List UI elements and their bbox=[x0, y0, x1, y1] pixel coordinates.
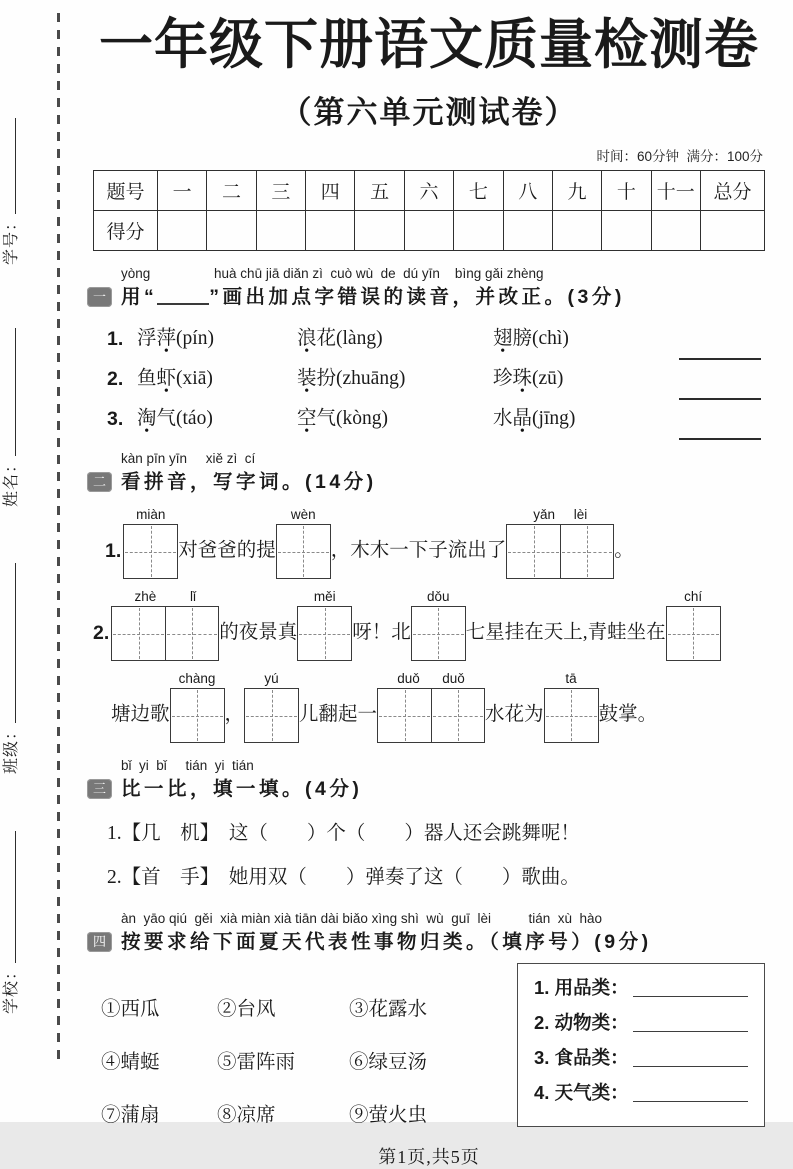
writing-box-double[interactable] bbox=[377, 688, 485, 743]
word-item: 珍珠(zū) bbox=[493, 368, 564, 390]
writing-box-double[interactable] bbox=[506, 524, 614, 579]
score-cell[interactable] bbox=[552, 211, 601, 251]
q1-row-2: 2. 鱼虾(xiā) 装扮(zhuāng) 珍珠(zū) bbox=[93, 366, 765, 392]
class-label: 班级： bbox=[3, 722, 20, 774]
q4-item-list bbox=[93, 993, 517, 1127]
writing-box-unit: chàng bbox=[170, 669, 225, 743]
col-5: 五 bbox=[355, 171, 404, 211]
section-q3 bbox=[93, 757, 765, 892]
writing-box[interactable] bbox=[123, 524, 178, 579]
word-item: 水晶(jīng) bbox=[493, 408, 576, 430]
q4-category-row: 3. 食品类： bbox=[534, 1046, 750, 1070]
list-item: ⑥绿豆汤 bbox=[349, 1052, 428, 1074]
school-blank[interactable] bbox=[1, 831, 16, 963]
writing-box-unit: yǎn lèi bbox=[506, 505, 614, 579]
q4-category-row: 2. 动物类： bbox=[534, 1011, 750, 1035]
writing-box-unit: zhè lǐ bbox=[111, 587, 219, 661]
col-4: 四 bbox=[306, 171, 355, 211]
q1-answer-blank-3[interactable] bbox=[679, 416, 761, 440]
q2-line-1: 1. miàn 对爸爸的提 wèn ，木木一下子流出了 yǎn lèi 。 bbox=[93, 505, 765, 579]
q4-body bbox=[93, 963, 765, 1127]
q4-category-blank-1[interactable] bbox=[633, 976, 748, 997]
q4-category-blank-3[interactable] bbox=[633, 1046, 748, 1067]
class-field bbox=[0, 563, 22, 774]
q4-category-row: 4. 天气类： bbox=[534, 1081, 750, 1105]
q4-category-row: 1. 用品类： bbox=[534, 976, 750, 1000]
list-item: ⑦蒲扇 bbox=[101, 1105, 160, 1127]
col-1: 一 bbox=[158, 171, 207, 211]
q3-heading bbox=[93, 757, 765, 804]
col-9: 九 bbox=[552, 171, 601, 211]
student-name-label: 姓名： bbox=[3, 455, 20, 507]
score-cell[interactable] bbox=[404, 211, 453, 251]
page-number: 第1页,共5页 bbox=[378, 1147, 480, 1168]
student-id-field bbox=[0, 118, 22, 265]
score-table-question-label: 题号 bbox=[94, 171, 158, 211]
writing-box-unit: měi bbox=[297, 587, 352, 661]
writing-box-unit: tā bbox=[544, 669, 599, 743]
score-cell[interactable] bbox=[256, 211, 305, 251]
q1-row-1: 1. 浮萍(pín) 浪花(làng) 翅膀(chì) bbox=[93, 326, 765, 352]
writing-box-unit: wèn bbox=[276, 505, 331, 579]
word-item: 淘气(táo) bbox=[137, 408, 213, 430]
class-blank[interactable] bbox=[1, 563, 16, 723]
student-name-blank[interactable] bbox=[1, 328, 16, 456]
writing-box-unit: duǒ duǒ bbox=[377, 669, 485, 743]
col-10: 十 bbox=[602, 171, 651, 211]
score-cell[interactable] bbox=[306, 211, 355, 251]
q4-answer-box bbox=[517, 963, 765, 1127]
word-item: 浮萍(pín) bbox=[137, 328, 214, 350]
q1-title: 用“ ”画出加点字错误的读音，并改正。(3分) bbox=[121, 286, 625, 309]
list-item: ④蜻蜓 bbox=[101, 1052, 160, 1074]
col-7: 七 bbox=[454, 171, 503, 211]
writing-box-unit: yú bbox=[244, 669, 299, 743]
q3-row-1[interactable]: 1.【几 机】 这（ ）个（ ）器人还会跳舞呢！ bbox=[107, 823, 580, 845]
q3-title: 比一比，填一填。(4分) bbox=[121, 778, 363, 801]
col-8: 八 bbox=[503, 171, 552, 211]
q3-pinyin: bǐ yi bǐ tián yi tián bbox=[121, 758, 254, 774]
score-table-score-label: 得分 bbox=[94, 211, 158, 251]
writing-box[interactable] bbox=[544, 688, 599, 743]
q2-pinyin: kàn pīn yīn xiě zì cí bbox=[121, 451, 256, 467]
q4-category-blank-4[interactable] bbox=[633, 1081, 748, 1102]
list-item: ⑧凉席 bbox=[217, 1105, 276, 1127]
score-cell[interactable] bbox=[651, 211, 700, 251]
col-6: 六 bbox=[404, 171, 453, 211]
time-score-info: 时间：60分钟 满分：100分 bbox=[596, 149, 763, 165]
school-field bbox=[0, 831, 22, 1014]
score-cell-total[interactable] bbox=[701, 211, 765, 251]
main-content bbox=[93, 16, 765, 1169]
writing-box[interactable] bbox=[276, 524, 331, 579]
list-item: ②台风 bbox=[217, 999, 276, 1021]
fold-dashed-line bbox=[57, 13, 60, 1061]
writing-box[interactable] bbox=[411, 606, 466, 661]
section-q4 bbox=[93, 910, 765, 1127]
student-name-field bbox=[0, 328, 22, 507]
writing-box[interactable] bbox=[297, 606, 352, 661]
list-item: ⑨萤火虫 bbox=[349, 1105, 428, 1127]
list-item: ③花露水 bbox=[349, 999, 428, 1021]
q3-row-2[interactable]: 2.【首 手】 她用双（ ）弹奏了这（ ）歌曲。 bbox=[107, 867, 580, 889]
word-item: 鱼虾(xiā) bbox=[137, 368, 213, 390]
writing-box-unit: dǒu bbox=[411, 587, 466, 661]
q1-inline-blank[interactable] bbox=[157, 287, 209, 305]
student-id-blank[interactable] bbox=[1, 118, 16, 214]
word-item: 装扮(zhuāng) bbox=[297, 368, 406, 390]
col-total: 总分 bbox=[701, 171, 765, 211]
page-subtitle: （第六单元测试卷） bbox=[280, 95, 578, 131]
score-table-score-row bbox=[94, 211, 765, 251]
q1-pinyin: yòng huà chū jiā diǎn zì cuò wù de dú yīn bìng gǎi zhèng bbox=[121, 266, 544, 282]
page-title: 一年级下册语文质量检测卷 bbox=[99, 15, 759, 75]
section-q2 bbox=[93, 450, 765, 743]
q1-heading bbox=[93, 265, 765, 312]
writing-box-unit: chí bbox=[666, 587, 721, 661]
score-cell[interactable] bbox=[355, 211, 404, 251]
school-label: 学校： bbox=[3, 962, 20, 1014]
writing-box[interactable] bbox=[666, 606, 721, 661]
q4-pinyin: àn yāo qiú gěi xià miàn xià tiān dài biǎo xìng shì wù guī lèi tián xù hào bbox=[121, 911, 603, 927]
score-cell[interactable] bbox=[207, 211, 256, 251]
writing-box[interactable] bbox=[170, 688, 225, 743]
score-cell[interactable] bbox=[158, 211, 207, 251]
student-id-label: 学号： bbox=[3, 213, 20, 265]
writing-box-unit: miàn bbox=[123, 505, 178, 579]
list-item: ⑤雷阵雨 bbox=[217, 1052, 296, 1074]
writing-box[interactable] bbox=[244, 688, 299, 743]
word-item: 浪花(làng) bbox=[297, 328, 383, 350]
col-2: 二 bbox=[207, 171, 256, 211]
writing-box-double[interactable] bbox=[111, 606, 219, 661]
score-cell[interactable] bbox=[454, 211, 503, 251]
q1-answer-blank-2[interactable] bbox=[679, 376, 761, 400]
score-cell[interactable] bbox=[503, 211, 552, 251]
list-item: ①西瓜 bbox=[101, 999, 160, 1021]
q4-title: 按要求给下面夏天代表性事物归类。（填序号）(9分) bbox=[121, 931, 652, 954]
q4-number-badge: 四 bbox=[87, 932, 112, 952]
score-cell[interactable] bbox=[602, 211, 651, 251]
col-11: 十一 bbox=[651, 171, 700, 211]
score-table-header-row bbox=[94, 171, 765, 211]
section-q1 bbox=[93, 265, 765, 432]
q2-number-badge: 二 bbox=[87, 472, 112, 492]
q4-heading bbox=[93, 910, 765, 957]
q1-answer-blank-1[interactable] bbox=[679, 336, 761, 360]
q2-line-2: 2. zhè lǐ 的夜景真 měi 呀！北 dǒu 七星挂在天上,青蛙坐在 chí bbox=[93, 587, 765, 661]
q2-title: 看拼音，写字词。(14分) bbox=[121, 471, 377, 494]
col-3: 三 bbox=[256, 171, 305, 211]
word-item: 空气(kòng) bbox=[297, 408, 389, 430]
q4-category-blank-2[interactable] bbox=[633, 1011, 748, 1032]
word-item: 翅膀(chì) bbox=[493, 328, 569, 350]
q1-row-3: 3. 淘气(táo) 空气(kòng) 水晶(jīng) bbox=[93, 406, 765, 432]
q2-heading bbox=[93, 450, 765, 497]
q3-number-badge: 三 bbox=[87, 779, 112, 799]
q2-line-3: 塘边歌 chàng ， yú 儿翻起一 duǒ duǒ 水花为 tā 鼓掌。 bbox=[93, 669, 765, 743]
q1-number-badge: 一 bbox=[87, 287, 112, 307]
score-table bbox=[93, 170, 765, 251]
